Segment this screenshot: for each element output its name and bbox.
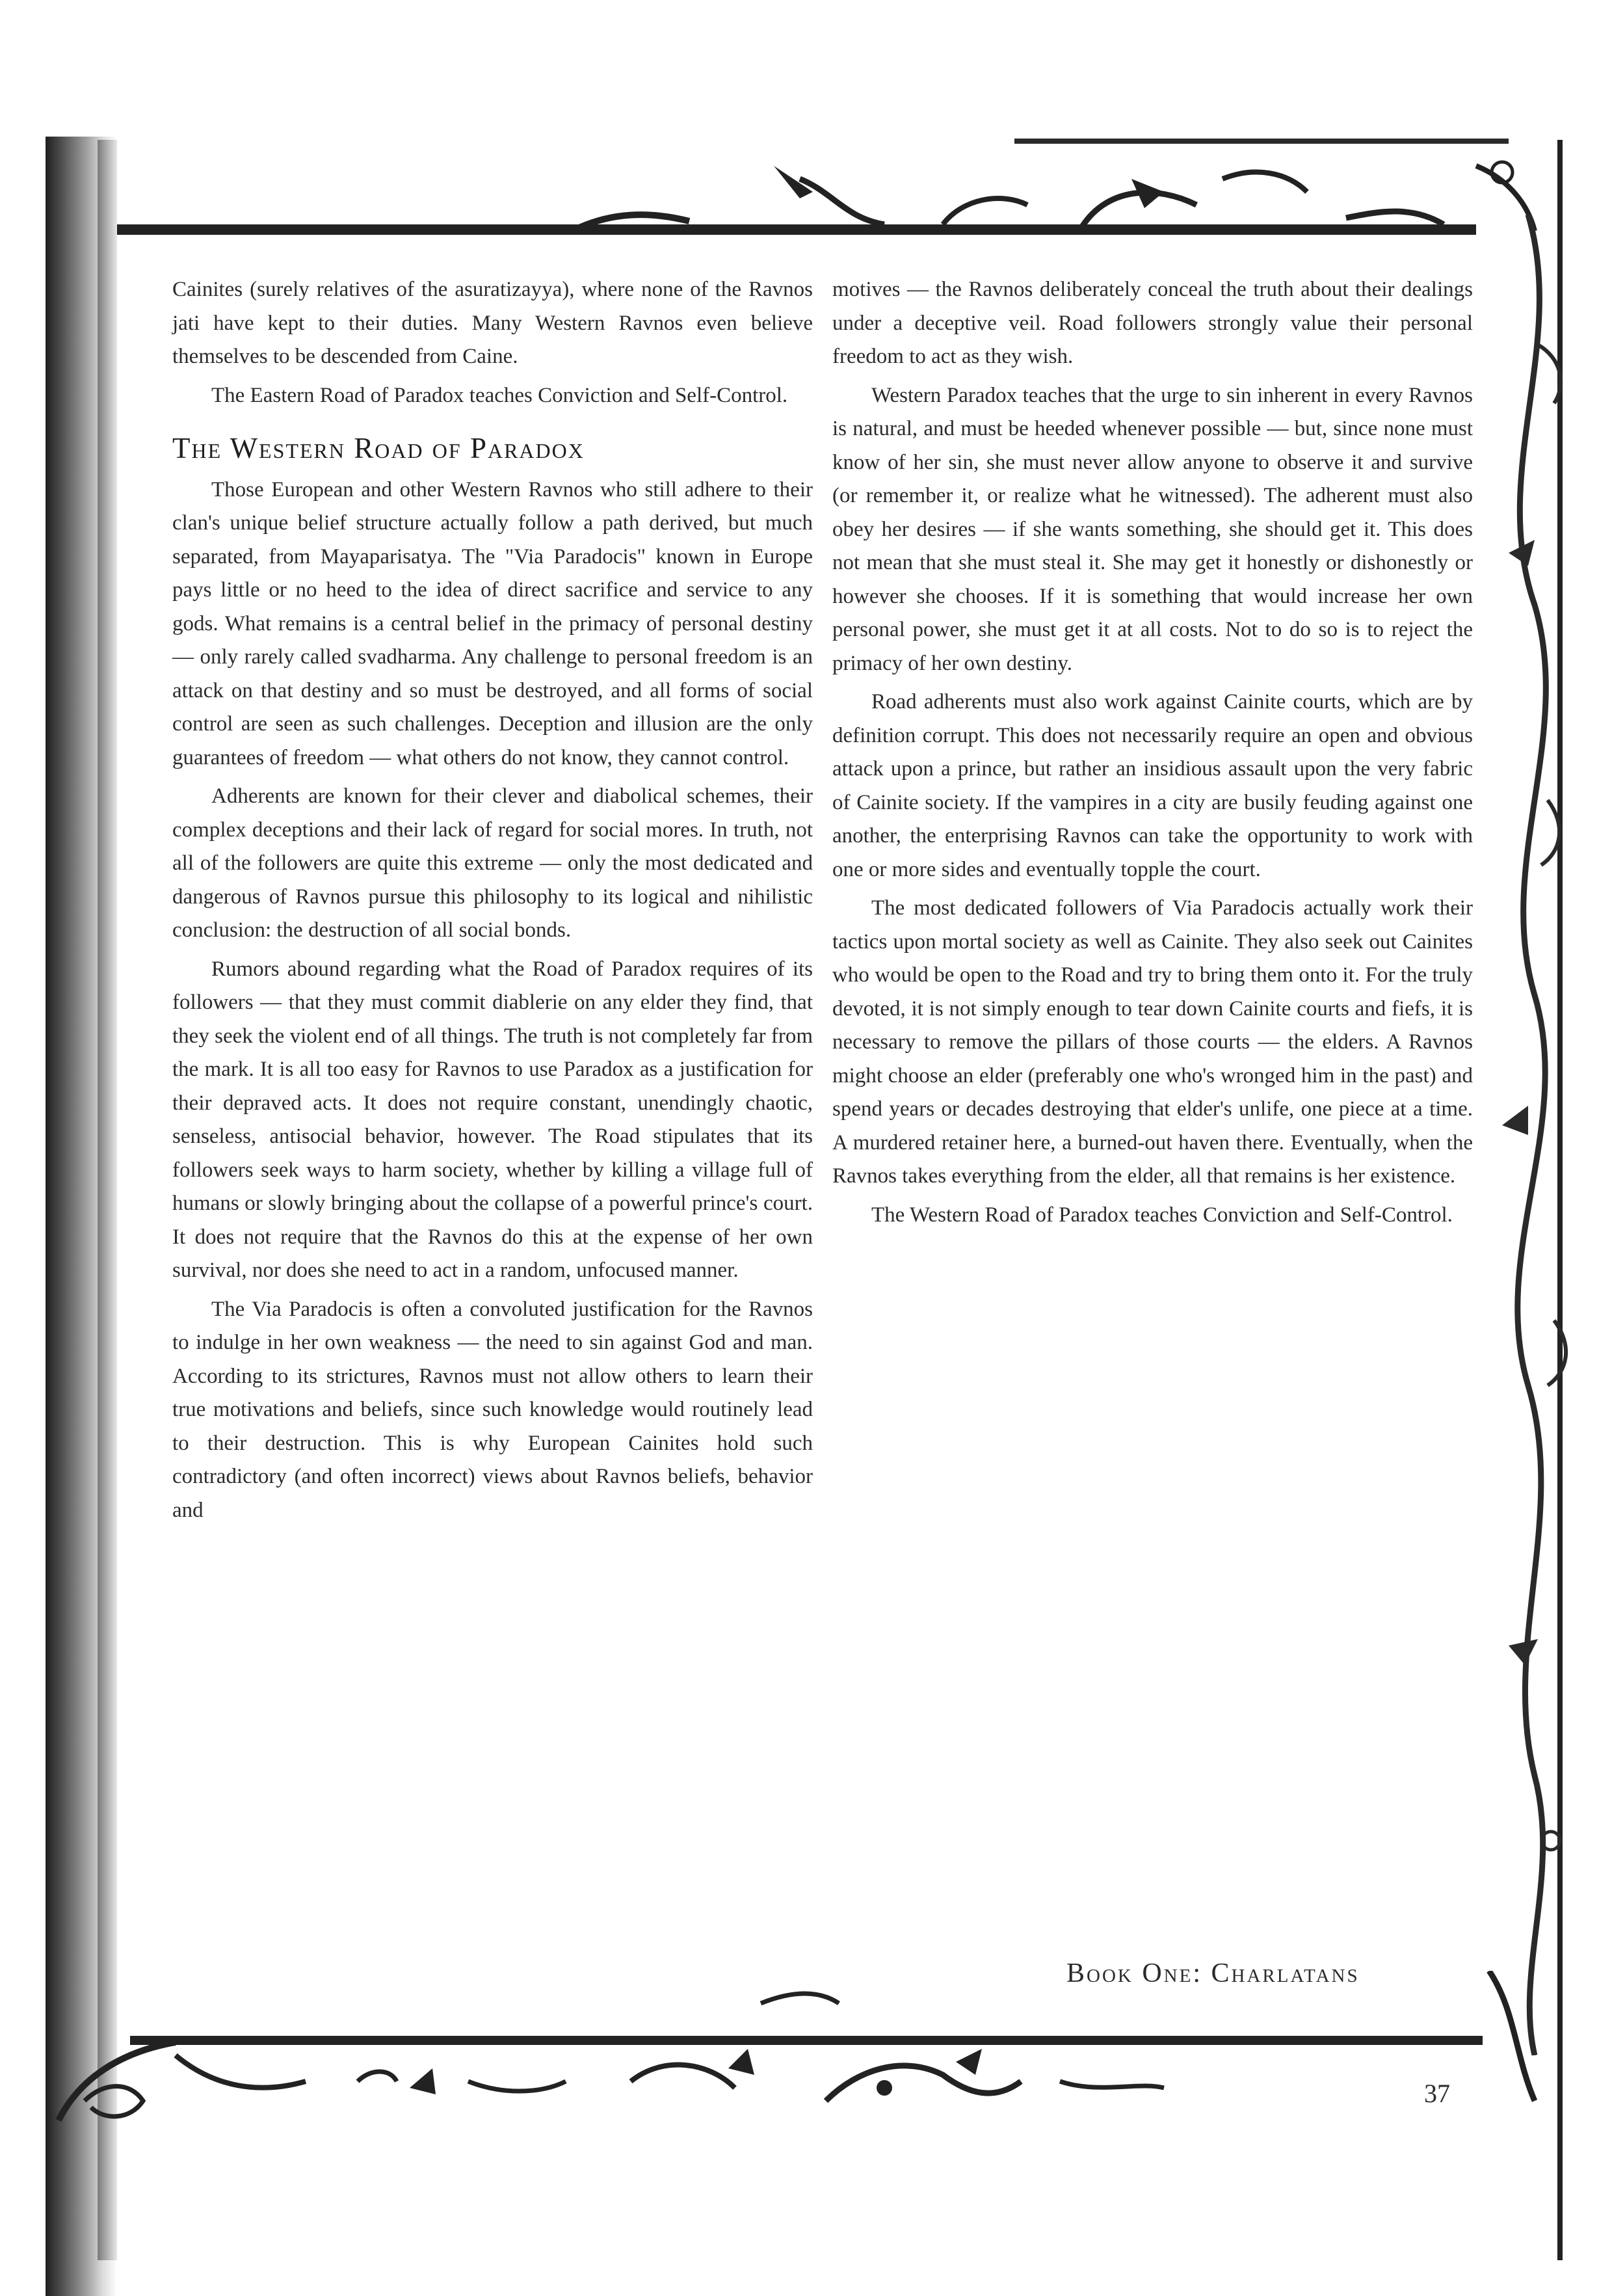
section-heading: The Western Road of Paradox [172,432,585,464]
right-vine-ornament [1489,215,1580,2055]
paragraph: Rumors abound regarding what the Road of Paradox requires of its followers — that they must commit diablerie on any elder they find, that they seek the violent end of all things. The truth is not completely far from the mark. It is all too easy for Ravnos to use Paradox as a justification for their depraved acts. It does not require constant, unendingly chaotic, senseless, antisocial behavior, however. The Road stipulates that its followers seek ways to harm society, whether by killing a village full of humans or slowly bringing about the collapse of a powerful prince's court. It does not require that the Ravnos do this at the expense of her own survival, nor does she need to act in a random, unfocused manner. [172,957,813,1282]
paragraph: Road adherents must also work against Cainite courts, which are by definition corrupt. This does not necessarily require an open and obvious attack upon a prince, but rather an insidious assault upon the very fabric of Cainite society. If the vampires in a city are busily feuding against one another, the enterprising Ravnos can take the opportunity to work with one or more sides and eventually topple the court. [832,690,1473,881]
paragraph: The most dedicated followers of Via Paradocis actually work their tactics upon mortal society as well as Cainite. They also seek out Cainites who would be open to the Road and try to bring them onto it. For the truly devoted, it is not simply enough to tear down Cainite courts and fiefs, it is necessary to remove the pillars of those courts — the elders. A Ravnos might choose an elder (preferably one who's wronged him in the past) and spend years or decades destroying that elder's unlife, one piece at a time. A murdered retainer here, a burned-out haven there. Eventually, when the Ravnos takes everything from the elder, all that remains is her existence. [832,896,1473,1188]
paragraph: The Via Paradocis is often a convoluted justification for the Ravnos to indulge in her own weakness — the need to sin against God and man. According to its strictures, Ravnos must not allow others to learn their true motivations and beliefs, since such knowledge would routinely lead to their destruction. This is why European Cainites hold such contradictory (and often incorrect) views about Ravnos beliefs, behavior and [172,1297,813,1522]
page-number: 37 [1424,2079,1450,2108]
paragraph: motives — the Ravnos deliberately conceal the truth about their dealings under a deceptive veil. Road followers strongly value their personal freedom to act as they wish. [832,278,1473,368]
paragraph: The Western Road of Paradox teaches Conviction and Self-Control. [871,1203,1453,1227]
paragraph: Cainites (surely relatives of the asuratizayya), where none of the Ravnos jati have kept to their duties. Many Western Ravnos even believe themselves to be descended from Caine. [172,278,813,368]
paragraph: Western Paradox teaches that the urge to sin inherent in every Ravnos is natural, and must be heeded whenever possible — but, since none must know of her sin, she must never allow anyone to observe it and survive (or remember it, or realize what he witnessed). The adherent must also obey her desires — if she wants something, she should get it. This does not mean that she must steal it. She may get it honestly or dishonestly or however she chooses. If it is something that would increase her own personal power, she must get it at all costs. Not to do so is to reject the primacy of her own destiny. [832,383,1473,675]
left-text-column [172,273,813,1527]
book-gutter-fold [98,140,117,2260]
top-frame-bar [117,224,1476,235]
paragraph: The Eastern Road of Paradox teaches Conviction and Self-Control. [211,383,788,407]
paragraph: Adherents are known for their clever and diabolical schemes, their complex deceptions and their lack of regard for social mores. In truth, not all of the followers are quite this extreme — only the most dedicated and dangerous of Ravnos pursue this philosophy to its logical and nihilistic conclusion: the destruction of all social bonds. [172,784,813,942]
paragraph: Those European and other Western Ravnos who still adhere to their clan's unique belief structure actually follow a path derived, but much separated, from Mayaparisatya. The "Via Paradocis" known in Europe pays little or no heed to the idea of direct sacrifice and service to any gods. What remains is a central belief in the primacy of personal destiny — only rarely called svadharma. Any challenge to personal freedom is an attack on that destiny and so must be destroyed, and all forms of social control are seen as such challenges. Deception and illusion are the only guarantees of freedom — what others do not know, they cannot control. [172,477,813,769]
right-text-column [832,273,1473,1232]
bottom-vine-ornament [46,1971,1561,2133]
book-title-footer: Book One: Charlatans [1066,1958,1360,1988]
